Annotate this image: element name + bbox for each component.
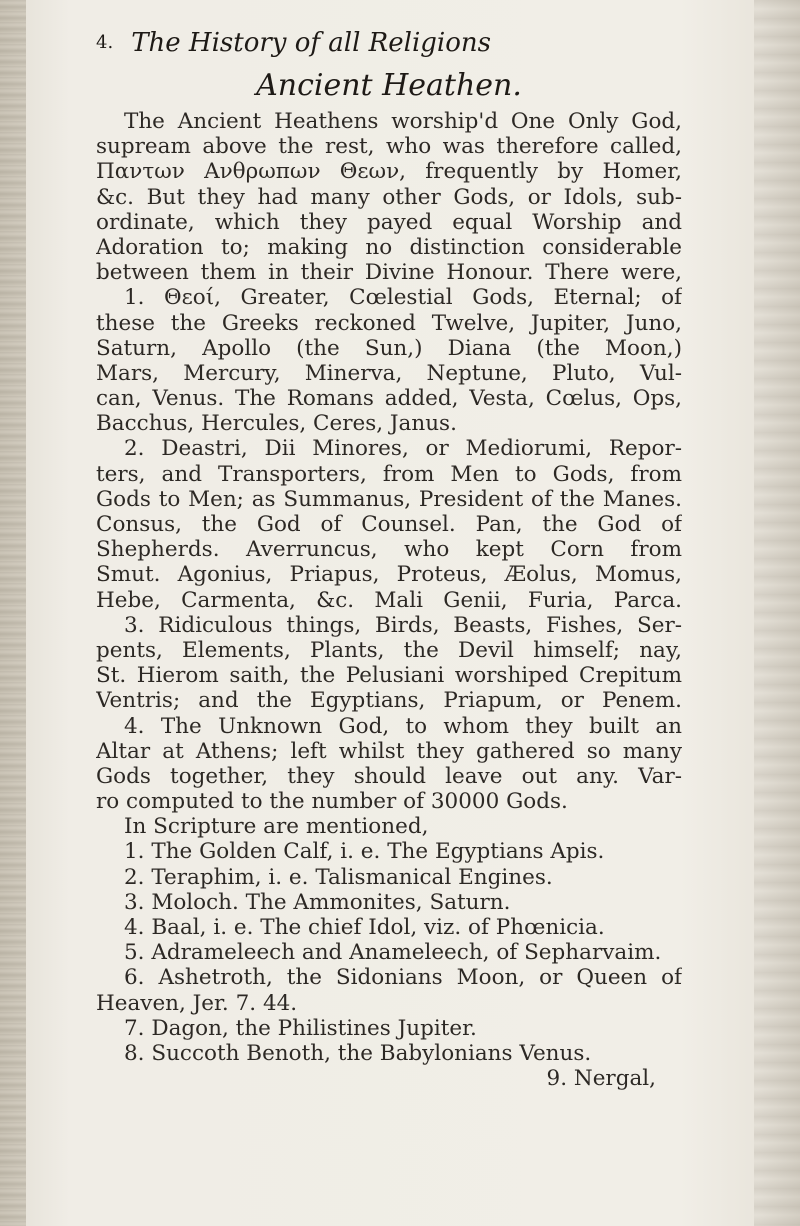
text-line: Heaven, Jer. 7. 44. bbox=[96, 990, 298, 1016]
text-line: St. Hierom saith, the Pelusiani worshiped Crepitum bbox=[96, 663, 682, 689]
text-line: Shepherds. Averruncus, who kept Corn from bbox=[96, 537, 682, 563]
text-line: In Scripture are mentioned, bbox=[124, 814, 429, 840]
list-item: 7. Dagon, the Philistines Jupiter. bbox=[124, 1015, 477, 1041]
text-line: between them in their Divine Honour. There were, bbox=[96, 260, 682, 286]
catchword: 9. Nergal, bbox=[546, 1066, 656, 1092]
text-line: ro computed to the number of 30000 Gods. bbox=[96, 789, 568, 815]
text-line: Smut. Agonius, Priapus, Proteus, Æolus, Momus, bbox=[96, 562, 682, 588]
text-line: Hebe, Carmenta, &c. Mali Genii, Furia, Parca. bbox=[96, 587, 682, 613]
text-line: 3. Ridiculous things, Birds, Beasts, Fishes, Ser- bbox=[124, 612, 682, 638]
list-item: 3. Moloch. The Ammonites, Saturn. bbox=[124, 889, 511, 915]
running-head bbox=[96, 28, 682, 58]
text-line: pents, Elements, Plants, the Devil himself; nay, bbox=[96, 637, 682, 663]
text-line: supream above the rest, who was therefore called, bbox=[96, 134, 682, 160]
text-line: Παντων Ανθρωπων Θεων, frequently by Homer, bbox=[96, 159, 682, 185]
list-item: 6. Ashetroth, the Sidonians Moon, or Queen of bbox=[124, 965, 682, 991]
text-line: ters, and Transporters, from Men to Gods, from bbox=[96, 461, 682, 487]
page-text bbox=[96, 28, 682, 1091]
text-line: Saturn, Apollo (the Sun,) Diana (the Moon,) bbox=[96, 335, 682, 361]
text-line: 4. The Unknown God, to whom they built an bbox=[124, 713, 682, 739]
page-number: 4. bbox=[96, 32, 114, 53]
running-title: The History of all Religions bbox=[131, 28, 491, 58]
text-line: Altar at Athens; left whilst they gathered so many bbox=[96, 738, 682, 764]
list-item: 8. Succoth Benoth, the Babylonians Venus. bbox=[124, 1040, 592, 1066]
list-item: 2. Teraphim, i. e. Talismanical Engines. bbox=[124, 864, 553, 890]
text-line: Adoration to; making no distinction considerable bbox=[96, 234, 682, 260]
binding-gutter bbox=[0, 0, 26, 1226]
list-item: 1. The Golden Calf, i. e. The Egyptians Apis. bbox=[124, 839, 605, 865]
section-title: Ancient Heathen. bbox=[256, 68, 522, 103]
list-item: 5. Adrameleech and Anameleech, of Sepharvaim. bbox=[124, 940, 662, 966]
text-line: The Ancient Heathens worship'd One Only God, bbox=[124, 109, 682, 134]
text-line: Consus, the God of Counsel. Pan, the God of bbox=[96, 512, 682, 537]
text-line: Mars, Mercury, Minerva, Neptune, Pluto, Vul- bbox=[96, 360, 682, 386]
text-line: ordinate, which they payed equal Worship and bbox=[96, 209, 682, 235]
text-line: Ventris; and the Egyptians, Priapum, or Penem. bbox=[96, 688, 682, 714]
text-line: these the Greeks reckoned Twelve, Jupiter, Juno, bbox=[96, 310, 682, 336]
facing-page-bleed bbox=[754, 0, 800, 1226]
text-line: &c. But they had many other Gods, or Idols, sub- bbox=[96, 184, 682, 210]
text-line: Gods to Men; as Summanus, President of the Manes. bbox=[96, 486, 682, 512]
body-text bbox=[96, 109, 682, 1091]
text-line: 2. Deastri, Dii Minores, or Mediorumi, Repor- bbox=[124, 436, 682, 462]
text-line: can, Venus. The Romans added, Vesta, Cœlus, Ops, bbox=[96, 386, 682, 412]
text-line: 1. Θεοί, Greater, Cœlestial Gods, Eternal; of bbox=[124, 285, 682, 311]
list-item: 4. Baal, i. e. The chief Idol, viz. of Phœnicia. bbox=[124, 915, 605, 940]
text-line: Gods together, they should leave out any. Var- bbox=[96, 763, 682, 789]
text-line: Bacchus, Hercules, Ceres, Janus. bbox=[96, 411, 457, 437]
